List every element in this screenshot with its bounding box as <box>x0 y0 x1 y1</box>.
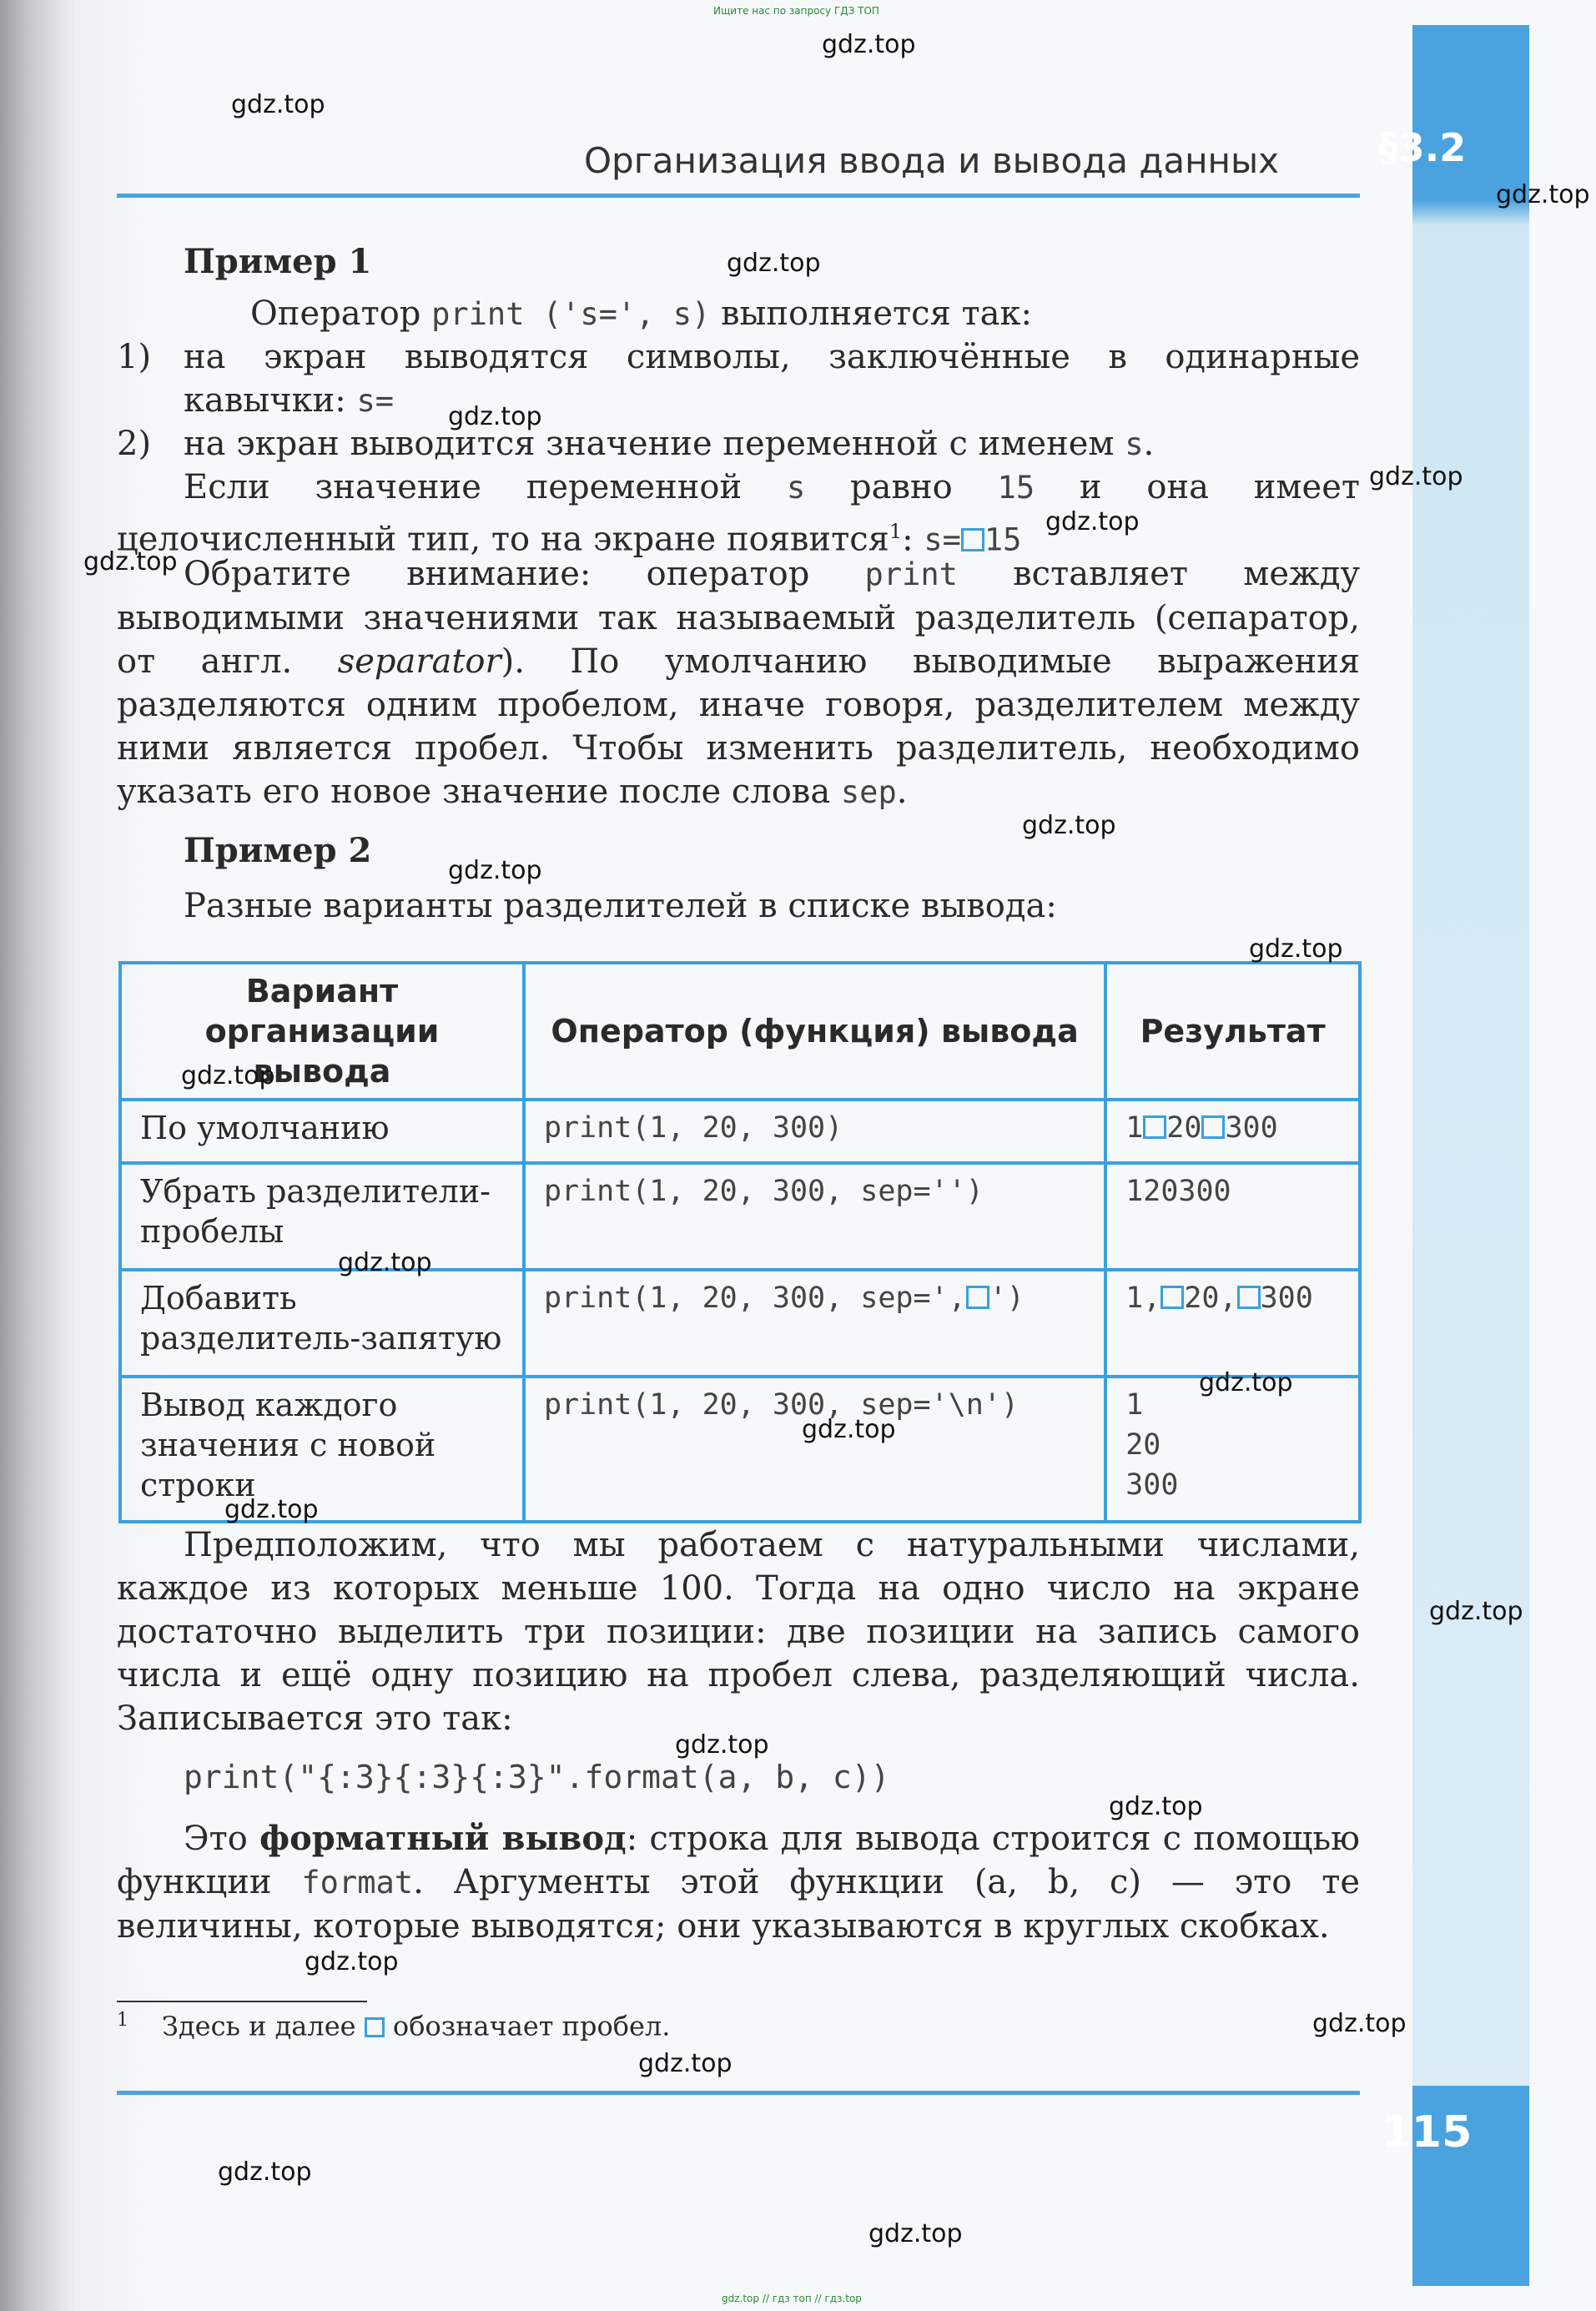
watermark: gdz.top <box>1312 2009 1407 2038</box>
page-number: 115 <box>1381 2107 1473 2157</box>
column-header-variant: Вариант организации вывода <box>120 963 524 1100</box>
example2-heading: Пример 2 <box>184 831 372 870</box>
space-symbol-icon <box>1143 1115 1166 1139</box>
space-symbol-icon <box>961 528 984 551</box>
watermark: gdz.top <box>1045 507 1140 536</box>
header-rule <box>117 194 1360 198</box>
page-header-title: Организация ввода и вывода данных <box>584 140 1280 181</box>
watermark: gdz.top <box>727 249 821 278</box>
watermark: gdz.top <box>224 1495 319 1524</box>
example1-heading: Пример 1 <box>184 242 372 281</box>
watermark: gdz.top <box>83 547 178 576</box>
paragraph-natural-numbers: Предположим, что мы работаем с натуральными числами, каждое из которых меньше 100. Тогда на одно число на экране достаточно выделить три позиции: две позиции на запись самого числа и ещё одну позицию на пробел слева, разделяющий числа. Записывается это так: <box>117 1526 1360 1738</box>
footnote: $^1$ Здесь и далее обозначает пробел. <box>117 2010 671 2042</box>
space-symbol-icon <box>1201 1115 1225 1139</box>
watermark: gdz.top <box>1109 1792 1203 1821</box>
space-symbol-icon <box>1237 1286 1261 1309</box>
table-row <box>120 1100 1360 1163</box>
watermark: gdz.top <box>1369 462 1463 491</box>
watermark: gdz.top <box>448 856 542 885</box>
result-cell: 1 20 300 <box>1105 1377 1360 1522</box>
example1-step-1: 1) на экран выводятся символы, заключённые в одинарные кавычки: s= <box>117 338 1360 420</box>
watermark: gdz.top <box>675 1730 769 1760</box>
watermark: gdz.top <box>448 402 542 431</box>
table-row <box>120 1270 1360 1377</box>
watermark: gdz.top <box>1022 811 1116 840</box>
separator-variants-table <box>118 961 1362 1523</box>
variant-cell: Убрать разделители-пробелы <box>120 1163 524 1270</box>
watermark: gdz.top <box>1249 934 1343 964</box>
variant-cell: Вывод каждого значения с новой строки <box>120 1377 524 1522</box>
variant-cell: Добавить разделитель-запятую <box>120 1270 524 1377</box>
watermark: gdz.top <box>181 1061 275 1090</box>
footer-rule <box>117 2091 1360 2095</box>
section-number: §3.2 <box>1378 125 1467 170</box>
operator-cell: print(1, 20, 300, sep='') <box>524 1163 1105 1270</box>
example2-intro: Разные варианты разделителей в списке вывода: <box>184 887 1057 925</box>
operator-cell: print(1, 20, 300, sep=', ') <box>524 1270 1105 1377</box>
bottom-watermark-caption: gdz.top // гдз топ // гдз.top <box>722 2293 862 2304</box>
table-header-row <box>120 963 1360 1100</box>
top-watermark-caption: Ищите нас по запросу ГДЗ ТОП <box>713 5 879 17</box>
example1-step-2: 2) на экран выводится значение переменной с именем s. <box>117 425 1155 463</box>
format-code-line: print("{:3}{:3}{:3}".format(a, b, c)) <box>184 1759 890 1795</box>
watermark: gdz.top <box>231 90 325 119</box>
watermark: gdz.top <box>1429 1597 1523 1626</box>
table-row <box>120 1163 1360 1270</box>
watermark: gdz.top <box>305 1947 399 1976</box>
example1-paragraph-value: Если значение переменной s равно 15 и она имеет целочисленный тип, то на экране появится$^1$: s= 15 <box>117 468 1360 559</box>
watermark: gdz.top <box>802 1415 896 1444</box>
example1-intro: Оператор print ('s=', s) выполняется так: <box>250 295 1032 333</box>
paragraph-format-output: Это форматный вывод: строка для вывода строится с помощью функции format. Аргументы этой функции (a, b, c) — это те величины, которые выводятся; они указываются в круглых скобках. <box>117 1819 1361 1946</box>
example1-paragraph-separator: Обратите внимание: оператор print вставляет между выводимыми значениями так называемый разделитель (сепаратор, от англ. separator). По умолчанию выводимые выражения разделяются одним пробелом, иначе говоря, разделителем между ними является пробел. Чтобы изменить разделитель, необходимо указать его новое значение после слова sep. <box>117 555 1361 811</box>
watermark: gdz.top <box>868 2219 963 2248</box>
space-symbol-icon <box>966 1286 989 1309</box>
space-symbol-icon <box>1160 1286 1184 1309</box>
operator-cell: print(1, 20, 300) <box>524 1100 1105 1163</box>
watermark: gdz.top <box>1199 1368 1293 1397</box>
space-symbol-icon <box>365 2017 385 2037</box>
page-side-band <box>1412 25 1529 2286</box>
watermark: gdz.top <box>1496 180 1590 209</box>
result-cell: 120300 <box>1105 1163 1360 1270</box>
watermark: gdz.top <box>638 2049 733 2078</box>
watermark: gdz.top <box>218 2157 312 2187</box>
result-cell: 1, 20, 300 <box>1105 1270 1360 1377</box>
result-cell: 1 20 300 <box>1105 1100 1360 1163</box>
column-header-operator: Оператор (функция) вывода <box>524 963 1105 1100</box>
variant-cell: По умолчанию <box>120 1100 524 1163</box>
operator-cell: print(1, 20, 300, sep='\n') <box>524 1377 1105 1522</box>
column-header-result: Результат <box>1105 963 1360 1100</box>
watermark: gdz.top <box>338 1248 432 1277</box>
watermark: gdz.top <box>822 30 916 59</box>
